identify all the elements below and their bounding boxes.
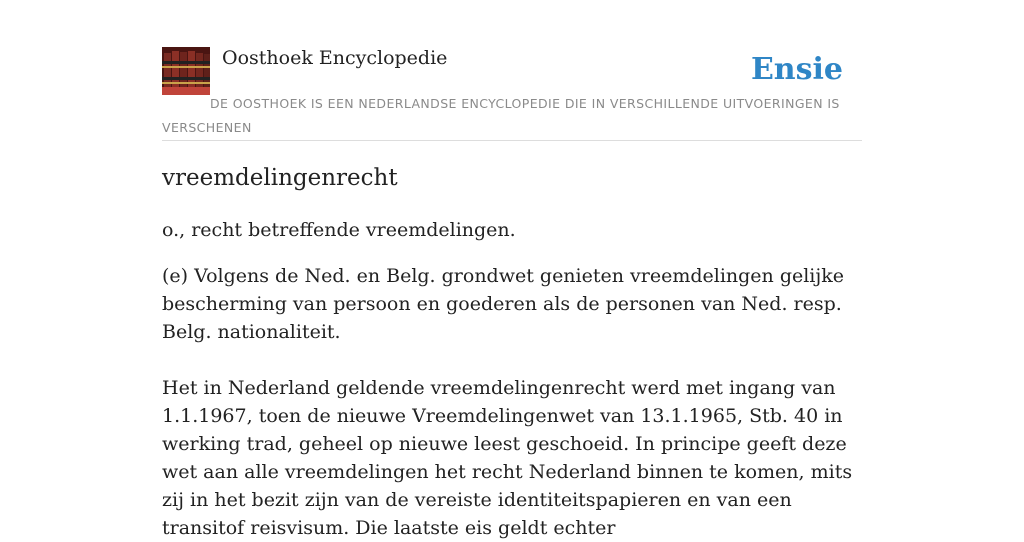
encyclopedia-books-icon[interactable]	[162, 47, 210, 95]
ensie-logo-link[interactable]: Ensie	[750, 52, 843, 87]
article-paragraph: (e) Volgens de Ned. en Belg. grondwet genieten vreemdelingen gelijke bescherming van persoon en goederen als de personen van Ned. resp. Belg. nationaliteit.	[162, 265, 845, 343]
site-title-link[interactable]: Oosthoek Encyclopedie	[222, 47, 448, 69]
article-body	[162, 262, 862, 542]
article	[162, 162, 862, 542]
article-definition: o., recht betreffende vreemdelingen.	[162, 219, 516, 241]
site-tagline: DE OOSTHOEK IS EEN NEDERLANDSE ENCYCLOPEDIE DIE IN VERSCHILLENDE UITVOERINGEN IS VERSCHENEN	[162, 96, 840, 135]
article-title: vreemdelingenrecht	[162, 165, 398, 191]
site-header	[162, 46, 862, 141]
article-paragraph: Het in Nederland geldende vreemdelingenrecht werd met ingang van 1.1.1967, toen de nieuwe Vreemdelingenwet van 13.1.1965, Stb. 40 in werking trad, geheel op nieuwe leest geschoeid. In principe geeft deze wet aan alle vreemdelingen het recht Nederland binnen te komen, mits zij in het bezit zijn van de vereiste identiteitspapieren en van een transitof reisvisum. Die laatste eis geldt echter	[162, 377, 853, 539]
